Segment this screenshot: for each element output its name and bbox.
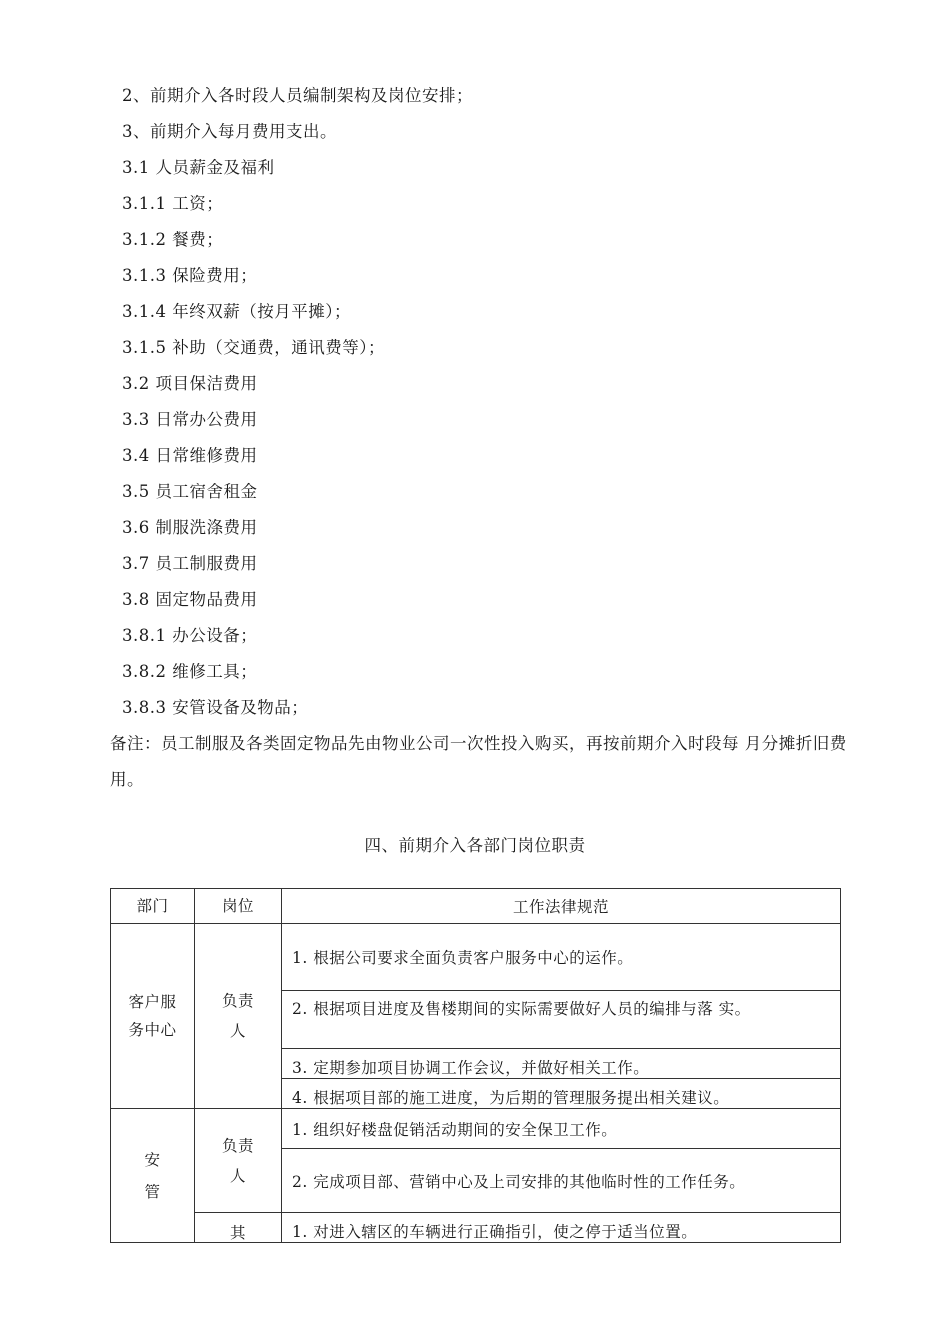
- text-line: 3.1.2 餐费；: [122, 230, 224, 249]
- text-line: 3.7 员工制服费用: [122, 554, 258, 573]
- duty-cell: 2. 完成项目部、营销中心及上司安排的其他临时性的工作任务。: [282, 1149, 841, 1213]
- duty-cell: 3. 定期参加项目协调工作会议，并做好相关工作。: [282, 1049, 841, 1079]
- table-row: [111, 924, 841, 991]
- text-line: 3.1.4 年终双薪（按月平摊）；: [122, 302, 351, 321]
- duty-cell: 1. 组织好楼盘促销活动期间的安全保卫工作。: [282, 1109, 841, 1149]
- text-line: 3.8.2 维修工具；: [122, 662, 258, 681]
- text-line: 2、前期介入各时段人员编制架构及岗位安排；: [122, 86, 473, 105]
- dept-name: 客户服务中心: [128, 993, 177, 1039]
- dept-name: 安管: [144, 1150, 161, 1201]
- text-line: 3.4 日常维修费用: [122, 446, 258, 465]
- post-name: 负责人: [221, 1136, 254, 1185]
- table-header-row: [111, 889, 841, 924]
- section-title: 四、前期介入各部门岗位职责: [364, 836, 586, 855]
- duty-cell: 1. 根据公司要求全面负责客户服务中心的运作。: [282, 924, 841, 991]
- duty-cell: [282, 1213, 841, 1243]
- text-line: 3.6 制服洗涤费用: [122, 518, 258, 537]
- text-line: 3.8 固定物品费用: [122, 590, 258, 609]
- post-name: 负责人: [221, 992, 254, 1040]
- text-line: 3.2 项目保洁费用: [122, 374, 258, 393]
- table-row: [111, 1213, 841, 1243]
- duty-cell: 2. 根据项目进度及售楼期间的实际需要做好人员的编排与落 实。: [282, 991, 841, 1049]
- text-line: 3.5 员工宿舍租金: [122, 482, 258, 501]
- remark-note: 备注：员工制服及各类固定物品先由物业公司一次性投入购买，再按前期介入时段每 月分摊折旧费用。: [110, 734, 847, 789]
- header-duties: 工作法律规范: [282, 889, 841, 924]
- dept-cell: [111, 1109, 195, 1243]
- text-line: 3.8.1 办公设备；: [122, 626, 258, 645]
- text-line: 3.1.3 保险费用；: [122, 266, 258, 285]
- text-line: 3.8.3 安管设备及物品；: [122, 698, 309, 717]
- header-position: 岗位: [195, 889, 282, 924]
- duty-table: [110, 888, 841, 1243]
- text-line: 3、前期介入每月费用支出。: [122, 122, 337, 141]
- text-line: 3.3 日常办公费用: [122, 410, 258, 429]
- duty-cell: 4. 根据项目部的施工进度，为后期的管理服务提出相关建议。: [282, 1079, 841, 1109]
- post-cell: [195, 1213, 282, 1243]
- text-line: 3.1 人员薪金及福利: [122, 158, 275, 177]
- text-line: 3.1.5 补助（交通费，通讯费等）；: [122, 338, 385, 357]
- table-row: [111, 1109, 841, 1149]
- duty-text: 1. 对进入辖区的车辆进行正确指引，使之停于适当位置。: [292, 1223, 698, 1241]
- post-name: 其: [229, 1224, 246, 1242]
- post-cell: [195, 924, 282, 1109]
- dept-cell: [111, 924, 195, 1109]
- post-cell: [195, 1109, 282, 1213]
- text-line: 3.1.1 工资；: [122, 194, 224, 213]
- header-department: 部门: [111, 889, 195, 924]
